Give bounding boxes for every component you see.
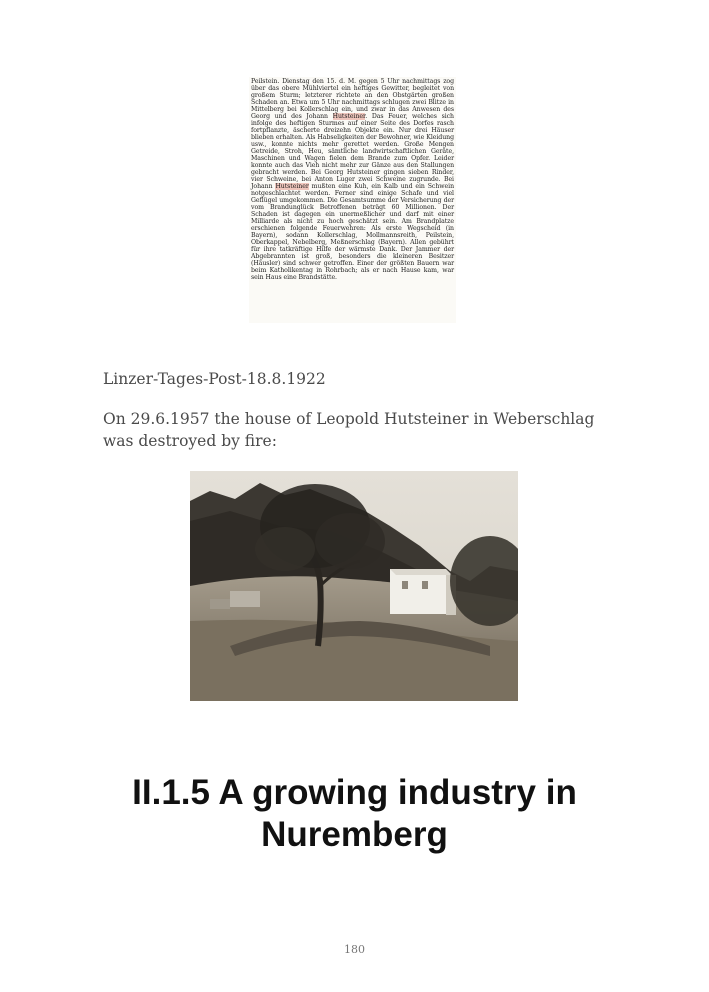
section-heading: II.1.5 A growing industry in Nuremberg <box>132 773 577 854</box>
clipping-text-part-2: . Das Feuer, welches sich infolge des heftigen Sturmes auf einer Seite des Dorfes rasch fortpflanzte, äscherte dreizehn Objekte ein. Nur drei Häuser blieben erhalten. Als Habseligkeiten der Bewohner, wie Kleidung usw., konnte nichts mehr gerettet werden. Große Mengen Getreide, Stroh, Heu, sämtliche landwirtschaftlichen Geräte, Maschinen und Wagen fielen dem Brande zum Opfer. Leider konnte auch das Vieh nicht mehr zur Gänze aus den Stallungen gebracht werden. Bei Georg Hutsteiner gingen sieben Rinder, vier Schweine, bei Anton Luger zwei Schweine zugrunde. Bei Johann <box>251 113 454 190</box>
house-photo-image <box>190 471 518 701</box>
clipping-text-part-3: mußten eine Kuh, ein Kalb und ein Schwein notgeschlachtet werden. Ferner sind einige Schafe und viel Geflügel umgekommen. Die Gesamtsumme der Versicherung der vom Brandunglück Betroffenen beträgt 60 Millionen. Der Schaden ist dagegen ein unermeßlicher und darf mit einer Milliarde als nicht zu hoch geschätzt sein. Am Brandplatze erschienen folgende Feuerwehren: Als erste Wegscheid (in Bayern), sodann Kollerschlag, Mollmannsreith, Peilstein, Oberkappel, Nebelberg, Meßnerschlag (Bayern). Allen gebührt für ihre tatkräftige Hilfe der wärmste Dank. Der Jammer der Abgebrannten ist groß, besonders die kleineren Besitzer (Häusler) sind schwer getroffen. Einer der größten Bauern war beim Katholikentag in Rohrbach; als er nach Hause kam, war sein Haus eine Brandstätte. <box>251 183 454 281</box>
clipping-caption: Linzer-Tages-Post-18.8.1922 <box>103 370 326 388</box>
newspaper-clipping <box>249 77 456 323</box>
house-photo <box>190 471 518 701</box>
clipping-text <box>249 77 456 281</box>
body-paragraph: On 29.6.1957 the house of Leopold Hutsteiner in Weberschlag was destroyed by fire: <box>103 410 595 450</box>
highlighted-name-1: Hutsteiner <box>332 113 366 120</box>
page-number: 180 <box>344 943 365 956</box>
highlighted-name-2: Hutsteiner <box>275 183 309 190</box>
clipping-text-part-1: Peilstein. Dienstag den 15. d. M. gegen 5 Uhr nachmittags zog über das obere Mühlviertel ein heftiges Gewitter, begleitet von großem Sturm; letzterer richtete an den Obstgärten großen Schaden an. Etwa um 5 Uhr nachmittags schlugen zwei Blitze in Mittelberg bei Kollerschlag ein, und zwar in das Anwesen des Georg und des Johann <box>251 78 454 120</box>
